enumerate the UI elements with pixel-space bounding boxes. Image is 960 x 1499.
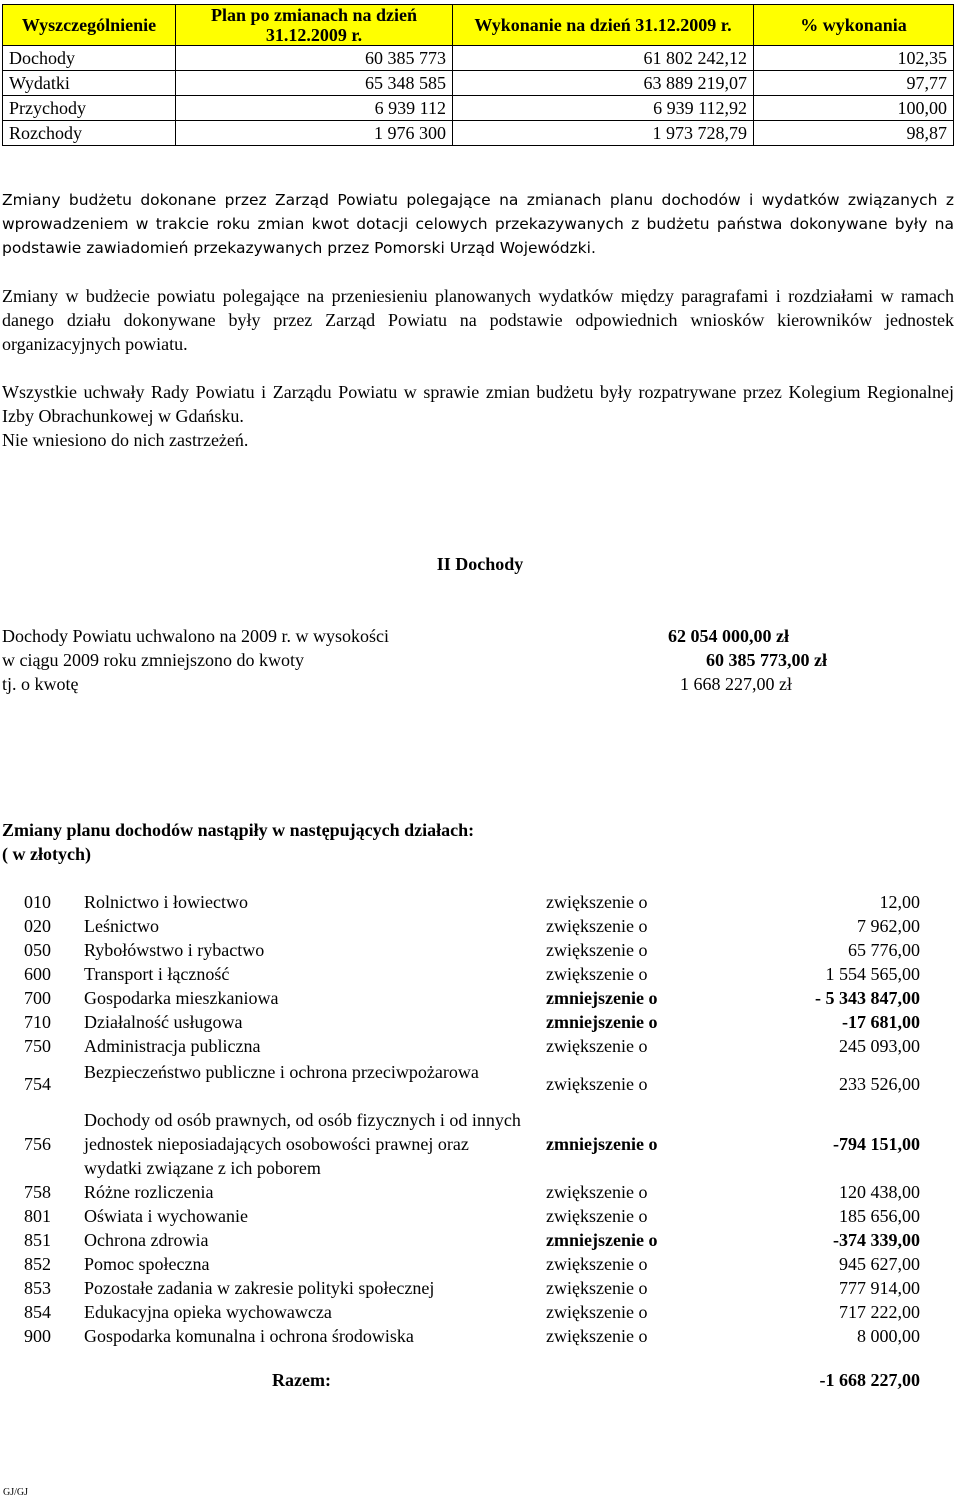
section-code: 853 <box>24 1278 51 1298</box>
section-code: 750 <box>24 1036 51 1056</box>
list-item <box>0 1252 960 1276</box>
list-item <box>0 986 960 1010</box>
section-name: Pomoc społeczna <box>84 1254 210 1274</box>
row-execution: 63 889 219,07 <box>453 71 754 96</box>
section-code: 020 <box>24 916 51 936</box>
summary-table <box>2 4 954 146</box>
list-item <box>0 1180 960 1204</box>
section-name: Transport i łączność <box>84 964 230 984</box>
change-amount: 245 093,00 <box>839 1036 920 1056</box>
row-plan: 65 348 585 <box>176 71 453 96</box>
income-line1-value: 62 054 000,00 zł <box>668 626 789 646</box>
list-item <box>0 1010 960 1034</box>
change-amount: -17 681,00 <box>842 1012 920 1032</box>
paragraph-resolutions: Wszystkie uchwały Rady Powiatu i Zarządu Powiatu w sprawie zmian budżetu były rozpatrywane przez Kolegium Regionalnej Izby Obrachunkowej w Gdańsku. <box>2 382 954 426</box>
changes-unit: ( w złotych) <box>2 844 91 864</box>
income-line2-value: 60 385 773,00 zł <box>706 650 827 670</box>
list-item <box>0 1228 960 1252</box>
section-code: 710 <box>24 1012 51 1032</box>
change-amount: 777 914,00 <box>839 1278 920 1298</box>
header-percent: % wykonania <box>754 5 954 46</box>
changes-heading: Zmiany planu dochodów nastąpiły w następujących działach: <box>2 820 475 840</box>
change-type: zwiększenie o <box>546 1182 648 1202</box>
row-execution: 6 939 112,92 <box>453 96 754 121</box>
change-amount: 717 222,00 <box>839 1302 920 1322</box>
income-line3-value: 1 668 227,00 zł <box>680 674 792 694</box>
change-amount: 233 526,00 <box>839 1074 920 1094</box>
change-type: zmniejszenie o <box>546 1230 658 1250</box>
section-name: Leśnictwo <box>84 916 159 936</box>
change-type: zmniejszenie o <box>546 1134 658 1154</box>
section-code: 600 <box>24 964 51 984</box>
section-name: Różne rozliczenia <box>84 1182 214 1202</box>
row-percent: 97,77 <box>754 71 954 96</box>
list-item <box>0 938 960 962</box>
list-item <box>0 1204 960 1228</box>
section-name: Działalność usługowa <box>84 1012 243 1032</box>
row-plan: 60 385 773 <box>176 46 453 71</box>
change-amount: 8 000,00 <box>857 1326 920 1346</box>
section-name: Pozostałe zadania w zakresie polityki społecznej <box>84 1278 435 1298</box>
change-amount: 65 776,00 <box>848 940 920 960</box>
total-amount: -1 668 227,00 <box>819 1370 920 1390</box>
change-type: zwiększenie o <box>546 1254 648 1274</box>
row-label: Przychody <box>3 96 176 121</box>
summary-header-row <box>3 5 954 46</box>
change-type: zwiększenie o <box>546 916 648 936</box>
change-type: zmniejszenie o <box>546 988 658 1008</box>
change-type: zwiększenie o <box>546 1302 648 1322</box>
row-execution: 61 802 242,12 <box>453 46 754 71</box>
list-item <box>0 1324 960 1348</box>
table-row <box>3 46 954 71</box>
change-amount: 120 438,00 <box>839 1182 920 1202</box>
change-amount: 1 554 565,00 <box>825 964 920 984</box>
section-name: Gospodarka mieszkaniowa <box>84 988 279 1008</box>
section-name: Bezpieczeństwo publiczne i ochrona przeciwpożarowa <box>84 1062 479 1082</box>
section-code: 754 <box>24 1074 51 1094</box>
section-code: 756 <box>24 1134 51 1154</box>
list-item <box>0 914 960 938</box>
income-line3-label: tj. o kwotę <box>2 674 79 694</box>
table-row <box>3 96 954 121</box>
change-type: zwiększenie o <box>546 892 648 912</box>
row-percent: 100,00 <box>754 96 954 121</box>
list-item <box>0 1060 960 1108</box>
section-name: Ochrona zdrowia <box>84 1230 209 1250</box>
footer-initials: GJ/GJ <box>3 1487 29 1498</box>
section-title: II Dochody <box>436 554 524 574</box>
change-amount: - 5 343 847,00 <box>815 988 920 1008</box>
change-amount: -794 151,00 <box>833 1134 920 1154</box>
change-amount: 185 656,00 <box>839 1206 920 1226</box>
section-code: 758 <box>24 1182 51 1202</box>
row-label: Rozchody <box>3 121 176 146</box>
row-execution: 1 973 728,79 <box>453 121 754 146</box>
change-type: zwiększenie o <box>546 940 648 960</box>
paragraph-budget-changes: Zmiany budżetu dokonane przez Zarząd Powiatu polegające na zmianach planu dochodów i wydatków związanych z wprowadzeniem w trakcie roku zmian kwot dotacji celowych przekazywanych z budżetu państwa dokonywane były na podstawie zawiadomień przekazywanych przez Pomorski Urząd Wojewódzki. <box>2 191 954 257</box>
list-item <box>0 1276 960 1300</box>
row-label: Wydatki <box>3 71 176 96</box>
change-type: zwiększenie o <box>546 1206 648 1226</box>
change-type: zmniejszenie o <box>546 1012 658 1032</box>
change-type: zwiększenie o <box>546 1036 648 1056</box>
section-name: Rybołówstwo i rybactwo <box>84 940 265 960</box>
section-name: Gospodarka komunalna i ochrona środowiska <box>84 1326 414 1346</box>
change-type: zwiększenie o <box>546 964 648 984</box>
list-item <box>0 890 960 914</box>
paragraph-no-objections: Nie wniesiono do nich zastrzeżeń. <box>2 430 249 450</box>
header-description: Wyszczególnienie <box>3 5 176 46</box>
paragraph-transfers: Zmiany w budżecie powiatu polegające na przeniesieniu planowanych wydatków między paragrafami i rozdziałami w ramach danego działu dokonywane były przez Zarząd Powiatu na podstawie odpowiednich wniosków kierowników jednostek organizacyjnych powiatu. <box>2 286 954 354</box>
section-code: 854 <box>24 1302 51 1322</box>
section-code: 010 <box>24 892 51 912</box>
income-line1-label: Dochody Powiatu uchwalono na 2009 r. w wysokości <box>2 626 389 646</box>
total-label: Razem: <box>272 1370 331 1390</box>
header-execution: Wykonanie na dzień 31.12.2009 r. <box>453 5 754 46</box>
change-type: zwiększenie o <box>546 1326 648 1346</box>
income-line2-label: w ciągu 2009 roku zmniejszono do kwoty <box>2 650 304 670</box>
section-name: Oświata i wychowanie <box>84 1206 248 1226</box>
change-amount: 12,00 <box>879 892 920 912</box>
change-amount: -374 339,00 <box>833 1230 920 1250</box>
list-item <box>0 962 960 986</box>
section-code: 700 <box>24 988 51 1008</box>
row-percent: 102,35 <box>754 46 954 71</box>
change-type: zwiększenie o <box>546 1278 648 1298</box>
row-plan: 6 939 112 <box>176 96 453 121</box>
section-code: 050 <box>24 940 51 960</box>
section-name: Administracja publiczna <box>84 1036 261 1056</box>
section-name: Edukacyjna opieka wychowawcza <box>84 1302 332 1322</box>
header-plan: Plan po zmianach na dzień 31.12.2009 r. <box>176 5 453 46</box>
table-row <box>3 71 954 96</box>
section-code: 900 <box>24 1326 51 1346</box>
row-percent: 98,87 <box>754 121 954 146</box>
row-plan: 1 976 300 <box>176 121 453 146</box>
list-item <box>0 1034 960 1058</box>
section-code: 801 <box>24 1206 51 1226</box>
table-row <box>3 121 954 146</box>
list-item <box>0 1108 960 1180</box>
section-code: 851 <box>24 1230 51 1250</box>
list-item <box>0 1300 960 1324</box>
row-label: Dochody <box>3 46 176 71</box>
section-code: 852 <box>24 1254 51 1274</box>
change-type: zwiększenie o <box>546 1074 648 1094</box>
change-amount: 945 627,00 <box>839 1254 920 1274</box>
section-name: Dochody od osób prawnych, od osób fizycznych i od innych jednostek nieposiadających osobowości prawnej oraz wydatki związane z ich poborem <box>84 1110 521 1178</box>
section-name: Rolnictwo i łowiectwo <box>84 892 248 912</box>
change-amount: 7 962,00 <box>857 916 920 936</box>
